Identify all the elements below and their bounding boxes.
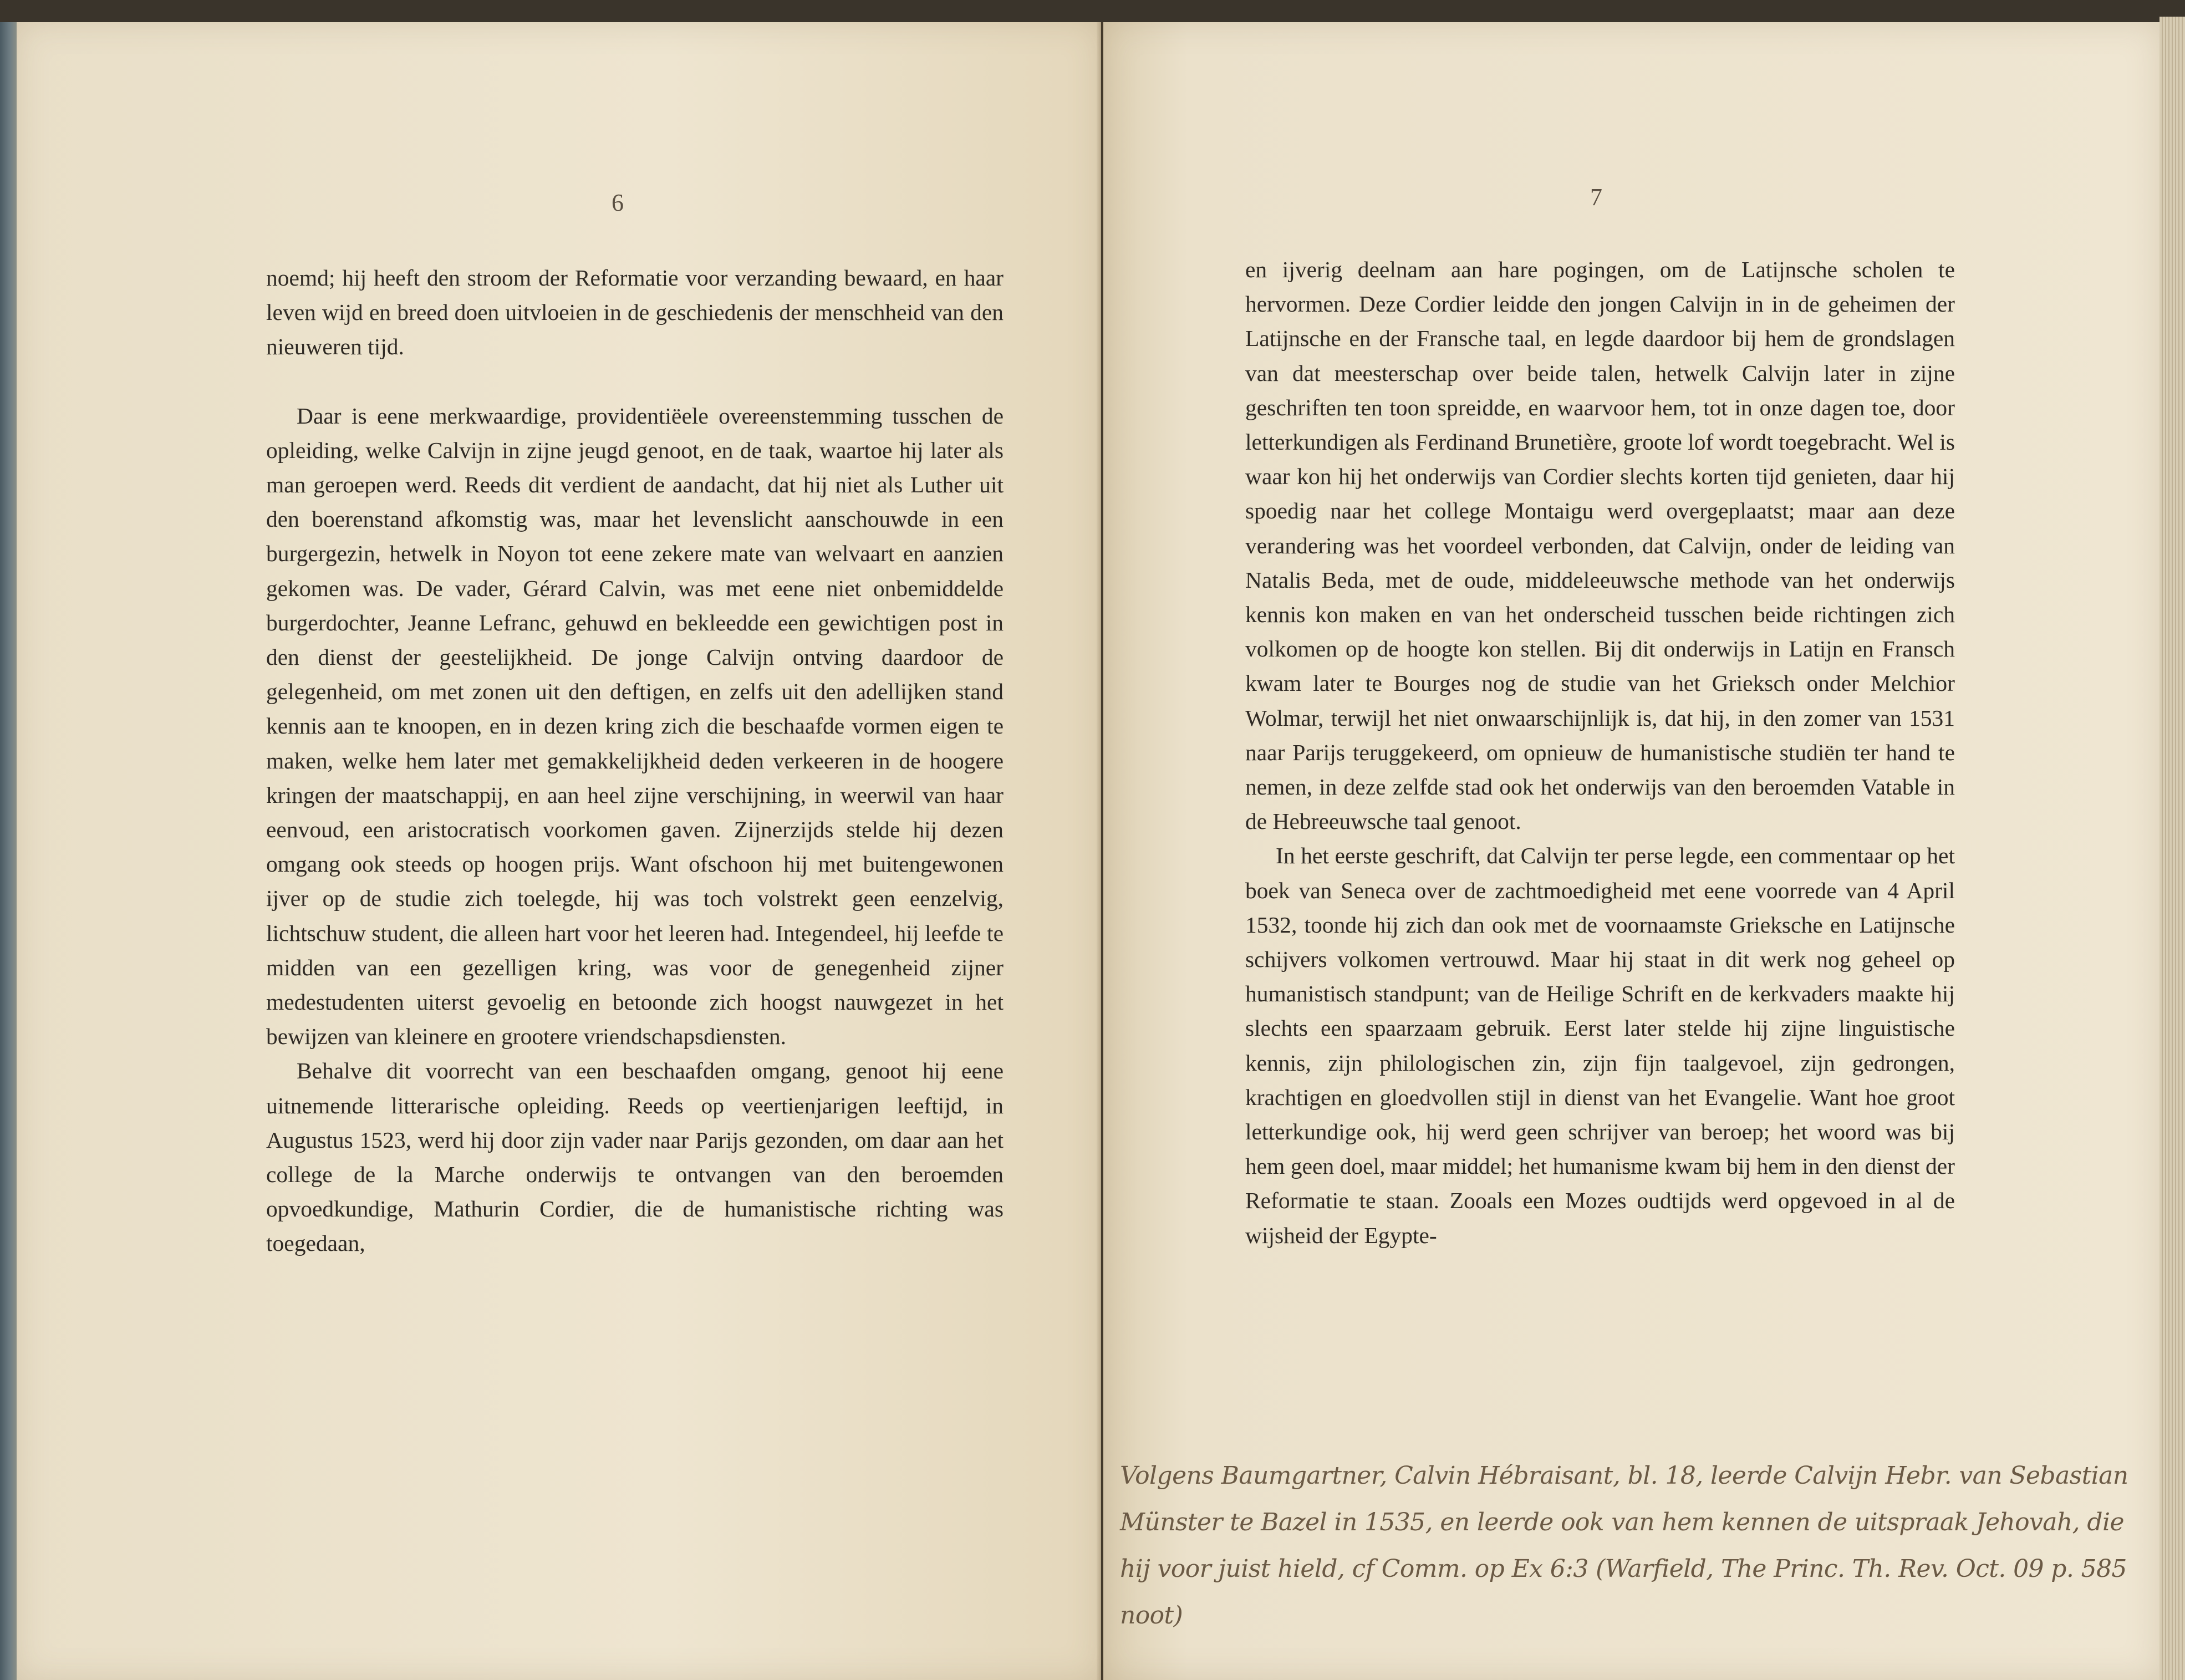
- right-page: [1103, 22, 2159, 1680]
- paragraph: en ijverig deelnam aan hare pogingen, om de Latijnsche scholen te hervormen. Deze Cordier leidde den jongen Calvijn in in de geheimen der Latijnsche en der Fransche taal, en legde daardoor bij hem de grondslagen van dat meesterschap over beide talen, hetwelk Calvijn later in zijne geschriften ten toon spreidde, en waarvoor hem, tot in onze dagen toe, door letterkundigen als Ferdinand Brunetière, groote lof wordt toegebracht. Wel is waar kon hij het onderwijs van Cordier slechts korten tijd genieten, daar hij spoedig naar het college Montaigu werd overgeplaatst; maar aan deze verandering was het voordeel verbonden, dat Calvijn, onder de leiding van Natalis Beda, met de oude, middeleeuwsche methode van het onderwijs kennis kon maken en van het onderscheid tusschen beide richtingen zich volkomen op de hoogte kon stellen. Bij dit onderwijs in Latijn en Fransch kwam later te Bourges nog de studie van het Grieksch onder Melchior Wolmar, terwijl het niet onwaarschijnlijk is, dat hij, in den zomer van 1531 naar Parijs teruggekeerd, om opnieuw de humanistische studiën ter hand te nemen, in deze zelfde stad ook het onderwijs van den beroemden Vatable in de Hebreeuwsche taal genoot.: [1245, 257, 1955, 834]
- paragraph: Behalve dit voorrecht van een beschaafden omgang, genoot hij eene uitnemende litterarische opleiding. Reeds op veertienjarigen leeftijd, in Augustus 1523, werd hij door zijn vader naar Parijs gezonden, om daar aan het college de la Marche onderwijs te ontvangen van den beroemden opvoedkundige, Mathurin Cordier, die de humanistische richting was toegedaan,: [266, 1058, 1004, 1256]
- paragraph: Daar is eene merkwaardige, providentiëele overeenstemming tusschen de opleiding, welke Calvijn in zijne jeugd genoot, en de taak, waartoe hij later als man geroepen werd. Reeds dit verdient de aandacht, dat hij niet als Luther uit den boerenstand afkomstig was, maar het levenslicht aanschouwde in een burgergezin, hetwelk in Noyon tot eene zekere mate van welvaart en aanzien gekomen was. De vader, Gérard Calvin, was met eene niet onbemiddelde burgerdochter, Jeanne Lefranc, gehuwd en bekleedde een gewichtigen post in den dienst der geestelijkheid. De jonge Calvijn ontving daardoor de gelegenheid, om met zonen uit den deftigen, en zelfs uit den adellijken stand kennis aan te knoopen, en in dezen kring zich die beschaafde vormen eigen te maken, welke hem later met gemakkelijkheid deden verkeeren in de hoogere kringen der maatschappij, en aan heel zijne verschijning, in weerwil van haar eenvoud, een aristocratisch voorkomen gaven. Zijnerzijds stelde hij dezen omgang ook steeds op hoogen prijs. Want ofschoon hij met buitengewonen ijver op de studie zich toelegde, hij was toch volstrekt geen eenzelvig, lichtschuw student, die alleen hart voor het leeren had. Integendeel, hij leefde te midden van een gezelligen kring, was voor de genegenheid zijner medestudenten uiterst gevoelig en betoonde zich hoogst nauwgezet in het bewijzen van kleinere en grootere vriendschapsdiensten.: [266, 403, 1004, 1050]
- paragraph: noemd; hij heeft den stroom der Reformatie voor verzanding bewaard, en haar leven wijd en breed doen uitvloeien in de geschiedenis der menschheid van den nieuweren tijd.: [266, 265, 1004, 360]
- paragraph: In het eerste geschrift, dat Calvijn ter perse legde, een commentaar op het boek van Seneca over de zachtmoedigheid met eene voorrede van 4 April 1532, toonde hij zich dan ook met de voornaamste Grieksche en Latijnsche schijvers volkomen vertrouwd. Maar hij staat in dit werk nog geheel op humanistisch standpunt; van de Heilige Schrift en de kerkvaders maakte hij slechts een spaarzaam gebruik. Eerst later stelde hij zijne linguistische kennis, zijn philologischen zin, zijn fijn taalgevoel, zijn gedrongen, krachtigen en gloedvollen stijl in dienst van het Evangelie. Want hoe groot letterkundige ook, hij werd geen schrijver van beroep; het woord was bij hem geen doel, maar middel; het humanisme kwam bij hem in den dienst der Reformatie te staan. Zooals een Mozes oudtijds werd opgevoed in al de wijsheid der Egypte-: [1245, 843, 1955, 1248]
- left-page-body: [266, 261, 1004, 1261]
- page-number-right: 7: [1590, 184, 1602, 211]
- book-cover-edge: [0, 22, 17, 1680]
- page-edge-stack: [2159, 17, 2185, 1680]
- page-number-left: 6: [612, 189, 624, 216]
- right-page-body: [1245, 252, 1955, 1253]
- handwritten-footnote: Volgens Baumgartner, Calvin Hébraisant, bl. 18, leerde Calvijn Hebr. van Sebastian Münster te Bazel in 1535, en leerde ook van hem kennen de uitspraak Jehovah, die hij voor juist hield, cf Comm. op Ex 6:3 (Warfield, The Princ. Th. Rev. Oct. 09 p. 585 noot): [1120, 1462, 2128, 1630]
- left-page: [17, 22, 1101, 1680]
